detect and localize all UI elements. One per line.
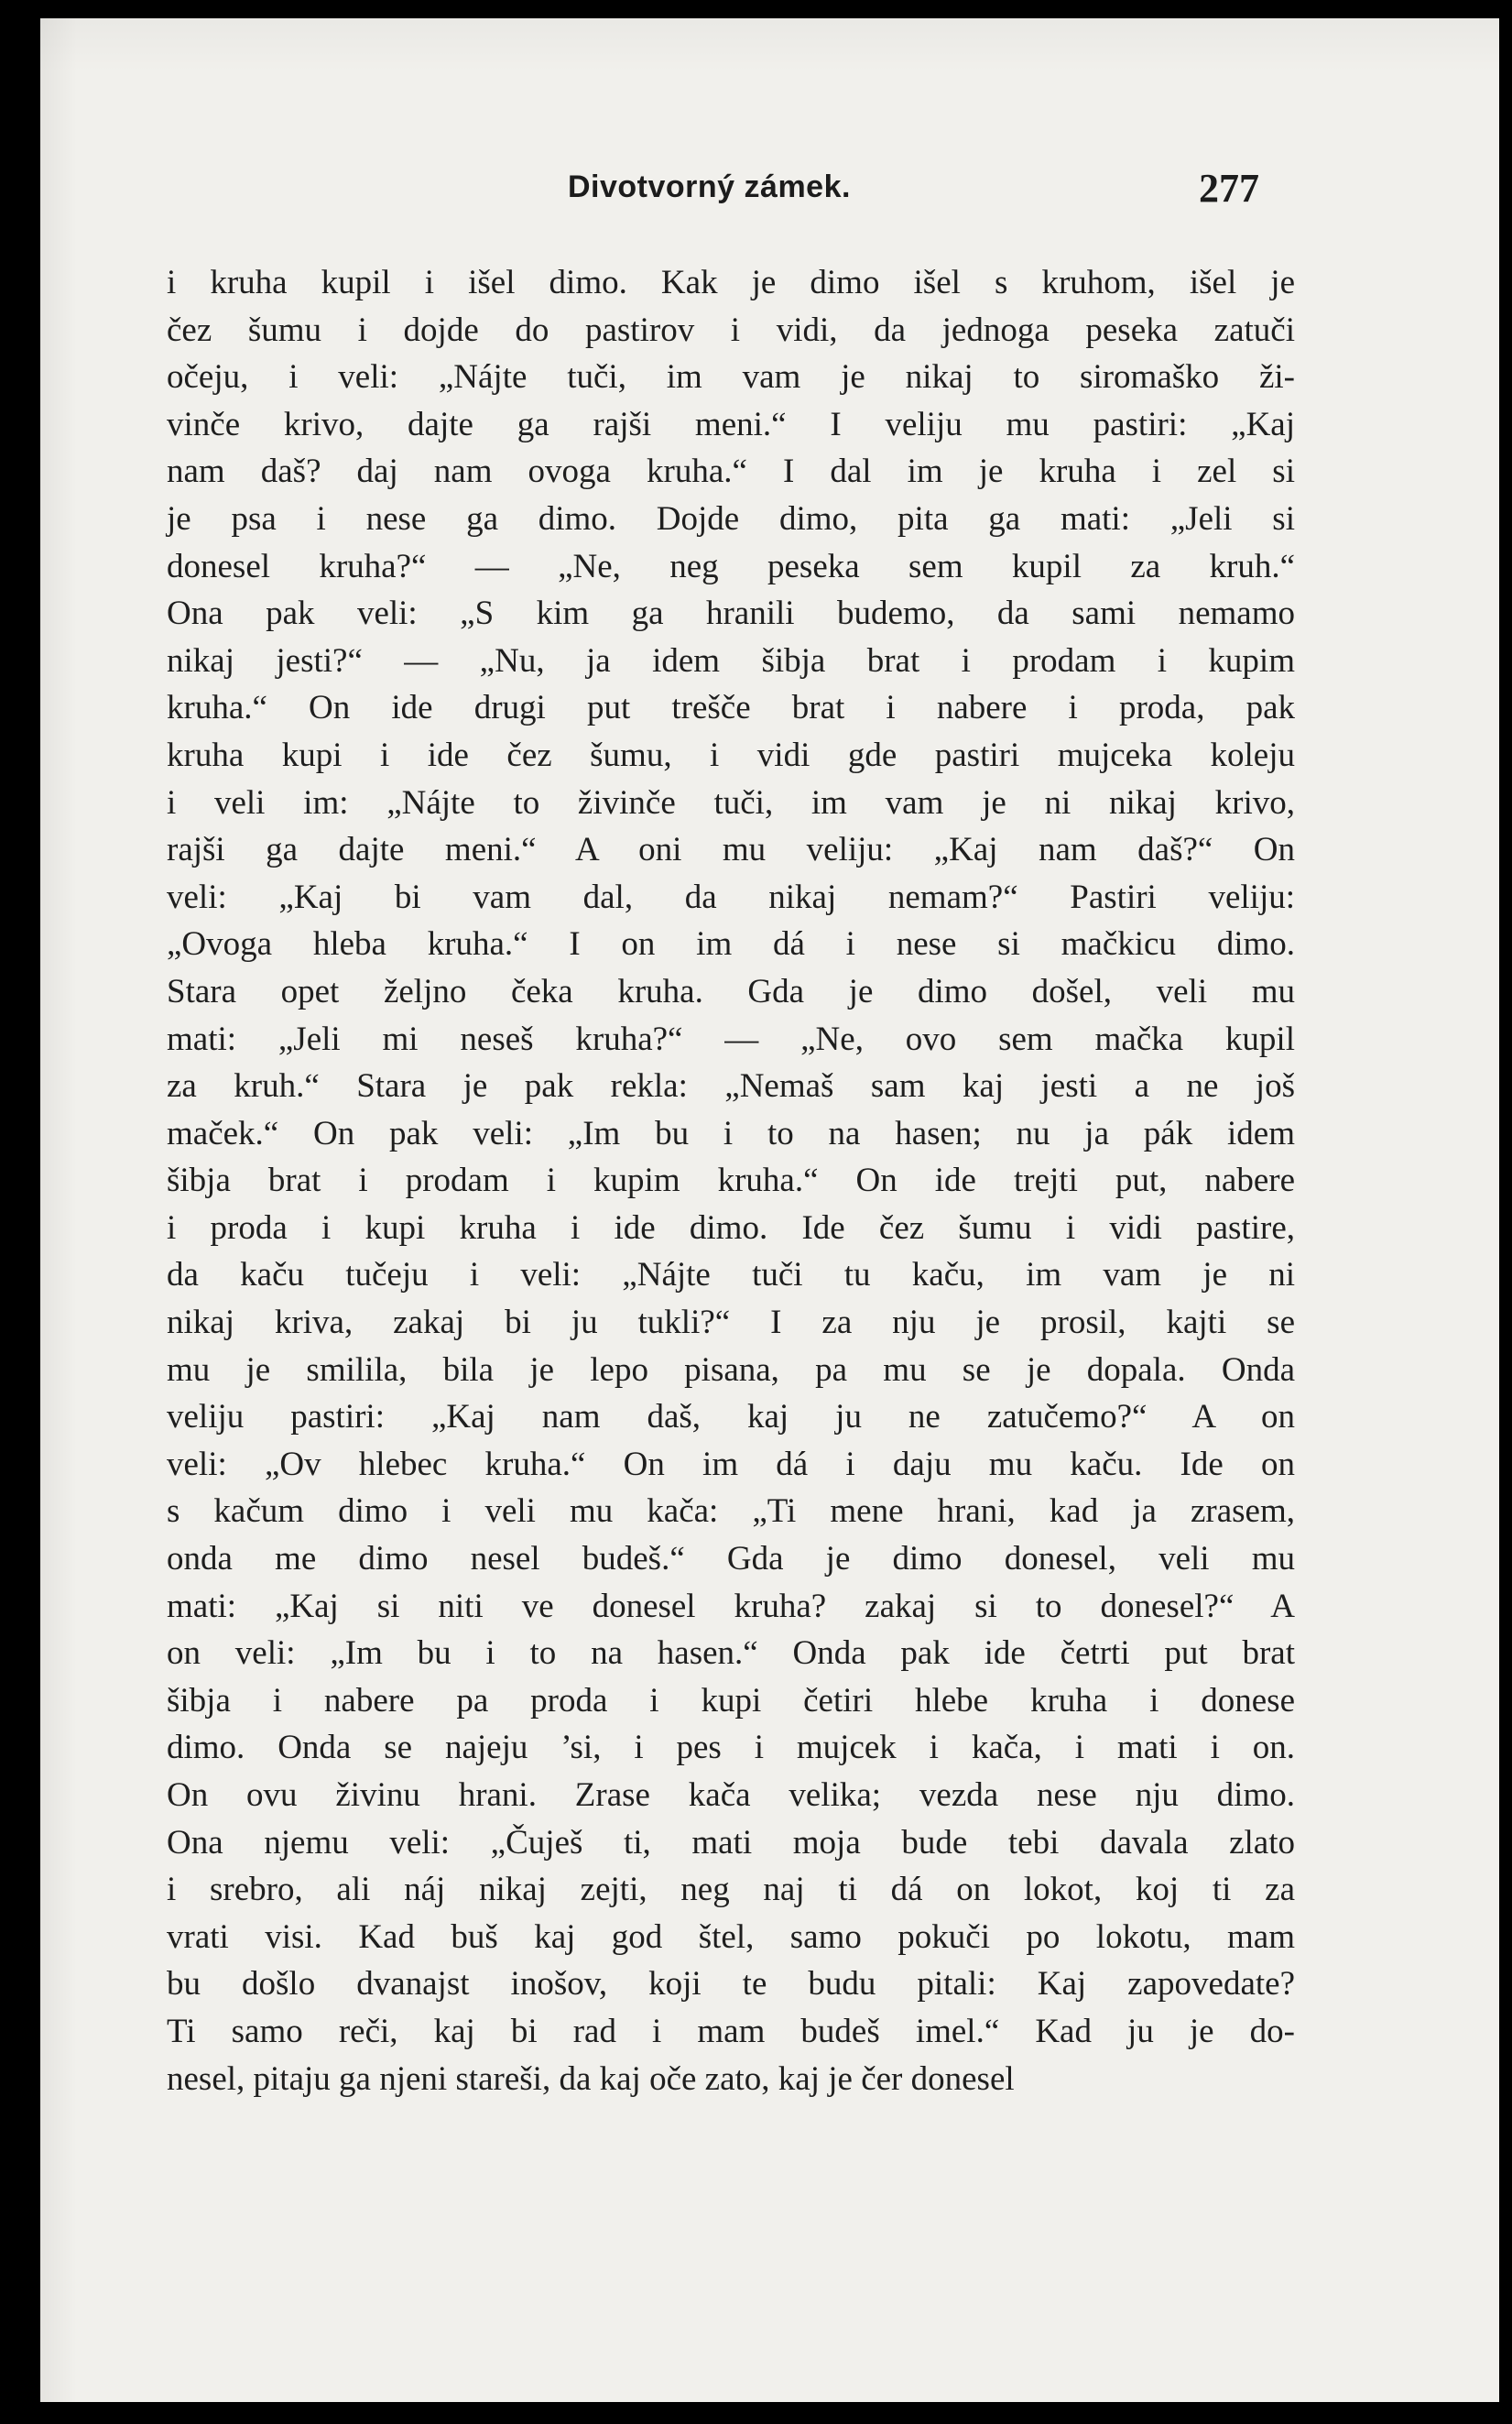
text-line: nikaj kriva, zakaj bi ju tukli?“ I za nju je prosil, kajti se (167, 1304, 1295, 1342)
text-line: mu je smilila, bila je lepo pisana, pa mu se je dopala. Onda (167, 1350, 1295, 1389)
text-line: maček.“ On pak veli: „Im bu i to na hasen; nu ja pák idem (167, 1114, 1295, 1152)
text-line: veli: „Kaj bi vam dal, da nikaj nemam?“ Pastiri veliju: (167, 878, 1295, 916)
text-line: čez šumu i dojde do pastirov i vidi, da jednoga peseka zatuči (167, 311, 1295, 349)
text-line: nikaj jesti?“ — „Nu, ja idem šibja brat i prodam i kupim (167, 641, 1295, 680)
text-line: i proda i kupi kruha i ide dimo. Ide čez šumu i vidi pastire, (167, 1208, 1295, 1247)
text-line: za kruh.“ Stara je pak rekla: „Nemaš sam kaj jesti a ne još (167, 1067, 1295, 1106)
body-text (167, 259, 1295, 2102)
text-line: nam daš? daj nam ovoga kruha.“ I dal im je kruha i zel si (167, 453, 1295, 491)
text-line: rajši ga dajte meni.“ A oni mu veliju: „Kaj nam daš?“ On (167, 831, 1295, 869)
text-line: vinče krivo, dajte ga rajši meni.“ I veliju mu pastiri: „Kaj (167, 405, 1295, 443)
text-line: veli: „Ov hlebec kruha.“ On im dá i daju mu kaču. Ide on (167, 1445, 1295, 1483)
running-title: Divotvorný zámek. (568, 169, 851, 204)
text-line: veliju pastiri: „Kaj nam daš, kaj ju ne zatučemo?“ A on (167, 1398, 1295, 1436)
text-line: On ovu živinu hrani. Zrase kača velika; vezda nese nju dimo. (167, 1776, 1295, 1814)
text-line: bu došlo dvanajst inošov, koji te budu pitali: Kaj zapovedate? (167, 1965, 1295, 2004)
text-line: Ti samo reči, kaj bi rad i mam budeš imel.“ Kad ju je do- (167, 2012, 1295, 2050)
text-line: „Ovoga hleba kruha.“ I on im dá i nese si mačkicu dimo. (167, 925, 1295, 964)
text-line: i veli im: „Nájte to živinče tuči, im vam je ni nikaj krivo, (167, 783, 1295, 822)
text-line: šibja i nabere pa proda i kupi četiri hlebe kruha i donese (167, 1681, 1295, 1720)
text-line: mati: „Jeli mi neseš kruha?“ — „Ne, ovo sem mačka kupil (167, 1020, 1295, 1058)
text-line: mati: „Kaj si niti ve donesel kruha? zakaj si to donesel?“ A (167, 1587, 1295, 1625)
book-page (40, 18, 1499, 2402)
text-line: vrati visi. Kad buš kaj god štel, samo pokuči po lokotu, mam (167, 1917, 1295, 1956)
text-line: on veli: „Im bu i to na hasen.“ Onda pak ide četrti put brat (167, 1634, 1295, 1673)
text-line: onda me dimo nesel budeš.“ Gda je dimo donesel, veli mu (167, 1540, 1295, 1578)
text-line: Ona pak veli: „S kim ga hranili budemo, da sami nemamo (167, 595, 1295, 633)
text-line: Stara opet željno čeka kruha. Gda je dimo došel, veli mu (167, 972, 1295, 1010)
text-line: Ona njemu veli: „Čuješ ti, mati moja bude tebi davala zlato (167, 1823, 1295, 1862)
page-number: 277 (1199, 166, 1259, 211)
text-line: i kruha kupil i išel dimo. Kak je dimo išel s kruhom, išel je (167, 264, 1295, 301)
text-line: s kačum dimo i veli mu kača: „Ti mene hrani, kad ja zrasem, (167, 1492, 1295, 1531)
text-line: očeju, i veli: „Nájte tuči, im vam je nikaj to siromaško ži- (167, 358, 1295, 397)
text-line: je psa i nese ga dimo. Dojde dimo, pita ga mati: „Jeli si (167, 499, 1295, 538)
text-line: da kaču tučeju i veli: „Nájte tuči tu kaču, im vam je ni (167, 1256, 1295, 1294)
text-line: šibja brat i prodam i kupim kruha.“ On ide trejti put, nabere (167, 1162, 1295, 1200)
text-line: dimo. Onda se najeju ’si, i pes i mujcek i kača, i mati i on. (167, 1729, 1295, 1767)
text-line: nesel, pitaju ga njeni stareši, da kaj oče zato, kaj je čer donesel (167, 2059, 1015, 2098)
text-line: i srebro, ali náj nikaj zejti, neg naj ti dá on lokot, koj ti za (167, 1871, 1295, 1909)
text-line: donesel kruha?“ — „Ne, neg peseka sem kupil za kruh.“ (167, 547, 1295, 585)
text-line: kruha.“ On ide drugi put trešče brat i nabere i proda, pak (167, 689, 1295, 727)
text-line: kruha kupi i ide čez šumu, i vidi gde pastiri mujceka koleju (167, 736, 1295, 774)
